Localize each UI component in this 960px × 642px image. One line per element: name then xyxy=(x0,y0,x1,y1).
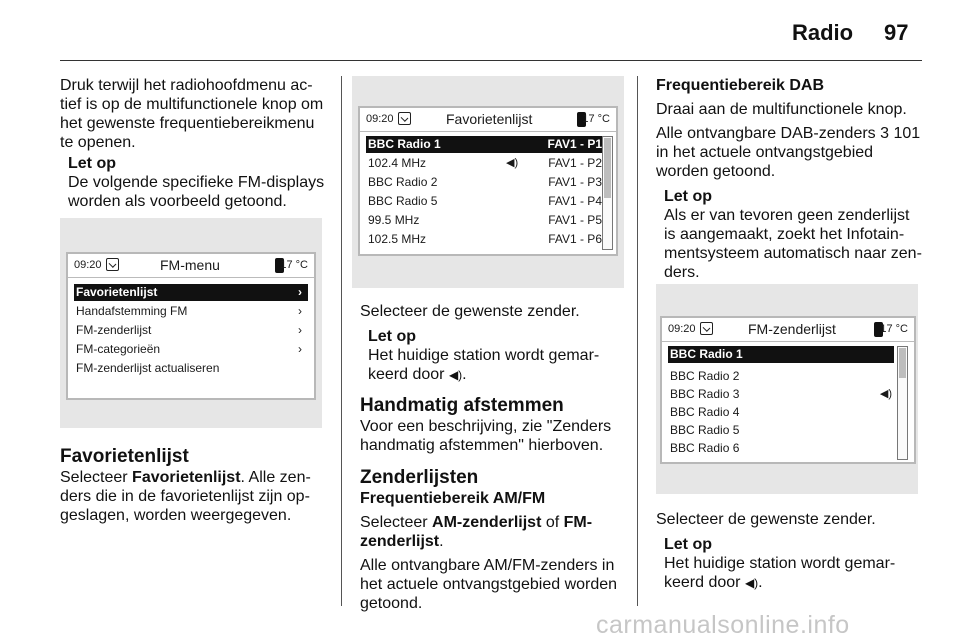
dab-all-text: Alle ontvangbare DAB-zenders 3 101 in het actuele ontvangstgebied worden getoond. xyxy=(656,125,921,180)
status-bar xyxy=(360,108,616,132)
favorites-section xyxy=(60,446,330,525)
note-label: Let op xyxy=(664,536,712,553)
favorites-heading: Favorietenlijst xyxy=(60,446,189,467)
favorite-row[interactable]: BBC Radio 5 FAV1 - P4 xyxy=(368,194,602,208)
chevron-right-icon: › xyxy=(298,304,302,318)
column-divider-2 xyxy=(637,76,638,606)
favorite-row[interactable]: 99.5 MHz FAV1 - P5 xyxy=(368,213,602,227)
column-divider-1 xyxy=(341,76,342,606)
am-fm-all-text: Alle ontvangbare AM/FM-zenders in het actuele ontvangstgebied worden getoond. xyxy=(360,557,618,612)
select-station-text: Selecteer de gewenste zender. xyxy=(360,303,580,320)
column-1 xyxy=(60,76,330,211)
favorites-screenshot xyxy=(352,76,624,288)
clock-time: 09:20 xyxy=(668,323,696,335)
menu-item-fm-zenderlijst[interactable]: FM-zenderlijst › xyxy=(76,323,302,337)
speaker-icon: ◀) xyxy=(744,576,759,590)
speaker-icon: ◀) xyxy=(448,368,463,382)
scrollbar-thumb[interactable] xyxy=(899,348,906,378)
favorite-row[interactable]: 102.5 MHz FAV1 - P6 xyxy=(368,232,602,246)
screen-title: FM-menu xyxy=(160,257,220,273)
clock-time: 09:20 xyxy=(74,259,102,271)
scrollbar[interactable] xyxy=(897,346,908,460)
chevron-right-icon: › xyxy=(298,342,302,356)
status-bar xyxy=(662,318,914,342)
status-bar xyxy=(68,254,314,278)
clock-time: 09:20 xyxy=(366,113,394,125)
note-text: De volgende specifieke FM-displays worden als voorbeeld getoond. xyxy=(68,174,325,210)
intro-text: Druk terwijl het radiohoofdmenu ac- tief is op de multifunctionele knop om het gewenste frequentiebereikmenu te openen. xyxy=(60,77,324,151)
menu-item-fm-categorieen[interactable]: FM-categorieën › xyxy=(76,342,302,356)
speaker-icon: ◀) xyxy=(506,157,519,169)
favorites-text: Selecteer Favorietenlijst. Alle zen- ders die in de favorietenlijst zijn op- geslagen, worden weergegeven. xyxy=(60,469,311,524)
lists-select-text: Selecteer AM-zenderlijst of FM- zenderlijst. xyxy=(360,514,593,550)
fm-list-display xyxy=(660,316,916,464)
station-row[interactable]: BBC Radio 2 xyxy=(670,369,740,383)
note-text: Als er van tevoren geen zenderlijst is aangemaakt, zoekt het Infotain- mentsysteem automatisch naar zen- ders. xyxy=(664,207,922,281)
favorite-row[interactable]: BBC Radio 2 FAV1 - P3 xyxy=(368,175,602,189)
favorite-row[interactable]: BBC Radio 1 FAV1 - P1 xyxy=(366,136,606,153)
screen-title: Favorietenlijst xyxy=(446,111,533,127)
note-label: Let op xyxy=(368,328,416,345)
menu-item-handafstemming[interactable]: Handafstemming FM › xyxy=(76,304,302,318)
station-row[interactable]: BBC Radio 1 xyxy=(668,346,894,363)
speaker-icon: ◀) xyxy=(879,388,892,400)
turn-knob-text: Draai aan de multifunctionele knop. xyxy=(656,101,907,118)
note-label: Let op xyxy=(68,155,116,172)
chevron-right-icon: › xyxy=(298,323,302,337)
station-row[interactable]: BBC Radio 5 xyxy=(670,423,740,437)
favorite-row[interactable]: 102.4 MHz ◀) FAV1 - P2 xyxy=(368,156,602,170)
station-row[interactable]: BBC Radio 3 ◀) xyxy=(670,387,892,401)
page-title: Radio xyxy=(792,20,854,45)
manual-tuning-heading: Handmatig afstemmen xyxy=(360,395,564,416)
menu-item-favorietenlijst[interactable]: Favorietenlijst › xyxy=(74,284,308,301)
note-text: Het huidige station wordt gemar- keerd door ◀). xyxy=(368,347,600,383)
column-3-bottom xyxy=(656,510,922,593)
am-fm-subheading: Frequentiebereik AM/FM xyxy=(360,490,546,507)
chevron-right-icon: › xyxy=(298,285,302,299)
station-row[interactable]: BBC Radio 6 xyxy=(670,441,740,455)
select-station-text: Selecteer de gewenste zender. xyxy=(656,511,876,528)
station-lists-heading: Zenderlijsten xyxy=(360,467,479,488)
dab-subheading: Frequentiebereik DAB xyxy=(656,77,825,94)
fm-list-screenshot xyxy=(656,284,918,494)
menu-item-actualiseren[interactable]: FM-zenderlijst actualiseren xyxy=(76,361,220,375)
clock-icon xyxy=(398,112,411,125)
favorites-display xyxy=(358,106,618,256)
scrollbar-thumb[interactable] xyxy=(604,138,611,198)
note-text: Het huidige station wordt gemar- keerd door ◀). xyxy=(664,555,896,591)
page-reference-link[interactable]: 3 101 xyxy=(880,125,921,142)
temperature: 17 °C xyxy=(582,113,610,125)
manual-tuning-text: Voor een beschrijving, zie "Zenders handmatig afstemmen" hierboven. xyxy=(360,418,612,454)
note-label: Let op xyxy=(664,188,712,205)
watermark: carmanualsonline.info xyxy=(596,611,850,639)
header-rule xyxy=(60,60,922,61)
clock-icon xyxy=(700,322,713,335)
page-number: 97 xyxy=(884,20,909,45)
scrollbar[interactable] xyxy=(602,136,613,250)
screen-title: FM-zenderlijst xyxy=(748,321,836,337)
clock-icon xyxy=(106,258,119,271)
temperature: 17 °C xyxy=(880,323,908,335)
station-row[interactable]: BBC Radio 4 xyxy=(670,405,740,419)
temperature: 17 °C xyxy=(280,259,308,271)
column-2-text xyxy=(360,302,630,613)
column-3-text xyxy=(656,76,922,282)
page-header xyxy=(0,0,960,62)
fm-menu-screenshot xyxy=(60,218,322,428)
fm-menu-display xyxy=(66,252,316,400)
